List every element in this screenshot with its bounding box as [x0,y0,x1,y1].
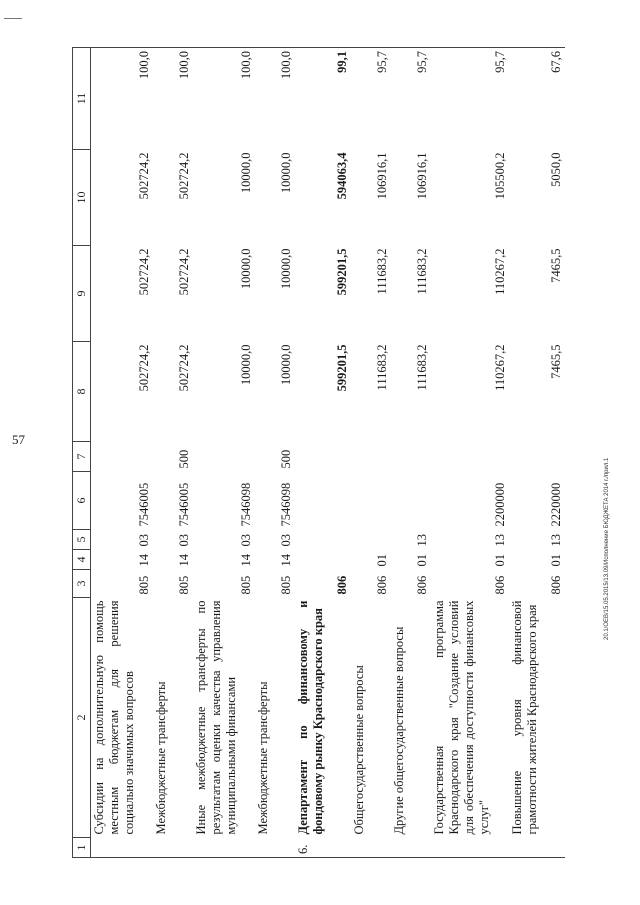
table-row [351,48,391,858]
adjusted-amount-cell: 7465,5 [548,248,563,283]
row-name-cell: Департамент по финансовому и фондовому рынку Краснодарского края [295,600,325,835]
header-cell: 11 [73,48,91,150]
row-number-cell [351,838,391,858]
table-row [509,48,565,858]
subsection-code-cell: 13 [492,534,507,547]
target-article-cell: 7546098 [238,482,253,527]
admin-code-cell: 805 [136,575,151,595]
subsection-code-cell [351,530,391,550]
header-cell: 8 [73,342,91,442]
subsection-code-cell: 13 [414,534,429,547]
row-number-cell [91,838,153,858]
section-code-cell: 01 [414,554,429,567]
admin-code-cell: 805 [278,575,293,595]
executed-amount-cell: 105500,2 [492,152,507,200]
target-article-cell [295,472,351,530]
table-row [391,48,431,858]
approved-amount-cell: 502724,2 [136,344,151,392]
execution-percent-cell: 100,0 [255,48,295,150]
executed-amount-cell: 106916,1 [374,152,389,200]
table-row [91,48,153,858]
subsection-code-cell: 13 [548,534,563,547]
subsection-code-cell: 03 [278,534,293,547]
adjusted-amount-cell: 502724,2 [176,248,191,296]
header-cell: 5 [73,530,91,550]
admin-code-cell: 805 [176,575,191,595]
adjusted-amount-cell: 111683,2 [374,248,389,295]
table-row [431,48,509,858]
budget-table [72,47,565,858]
expense-type-cell [295,442,351,472]
row-number-cell [509,838,565,858]
approved-amount-cell: 599201,5 [334,344,349,392]
header-cell: 9 [73,246,91,342]
adjusted-amount-cell: 10000,0 [238,248,253,290]
subsection-code-cell: 03 [238,534,253,547]
executed-amount-cell: 10000,0 [278,152,293,194]
approved-amount-cell: 502724,2 [176,344,191,392]
table-canvas [72,48,617,858]
section-code-cell: 14 [238,554,253,567]
target-article-cell: 7546098 [278,482,293,527]
expense-type-cell: 500 [278,449,293,469]
row-name-cell: Иные межбюджетные трансферты по результатам оценки качества управления муниципальными финансами [193,600,238,835]
expense-type-cell [351,442,391,472]
expense-type-cell [431,442,509,472]
adjusted-amount-cell: 10000,0 [278,248,293,290]
header-cell: 4 [73,550,91,570]
executed-amount-cell: 106916,1 [414,152,429,200]
section-code-cell [295,550,351,570]
table-row [255,48,295,858]
approved-amount-cell: 110267,2 [492,344,507,391]
target-article-cell [351,472,391,530]
header-cell: 10 [73,150,91,246]
executed-amount-cell: 502724,2 [176,152,191,200]
subsection-code-cell [295,530,351,550]
executed-amount-cell: 5050,0 [548,152,563,187]
executed-amount-cell: 502724,2 [136,152,151,200]
expense-type-cell [193,442,255,472]
section-code-cell: 01 [374,554,389,567]
section-code-cell: 14 [176,554,191,567]
row-name-cell: Межбюджетные трансферты [153,681,168,835]
execution-percent-cell: 100,0 [91,48,153,150]
section-code-cell: 01 [492,554,507,567]
row-number-cell [431,838,509,858]
expense-type-cell [91,442,153,472]
subsection-code-cell: 03 [136,534,151,547]
adjusted-amount-cell: 599201,5 [334,248,349,296]
header-row [73,48,91,858]
adjusted-amount-cell: 502724,2 [136,248,151,296]
target-article-cell [391,472,431,530]
admin-code-cell: 806 [334,575,349,595]
row-number-cell [193,838,255,858]
table-row [153,48,193,858]
header-cell: 6 [73,472,91,530]
header-cell: 1 [73,838,91,858]
row-number-cell: 6. [295,838,351,858]
expense-type-cell [391,442,431,472]
row-number-cell [391,838,431,858]
page-number: 57 [12,432,25,447]
row-name-cell: Общегосударственные вопросы [351,665,366,835]
executed-amount-cell: 594063,4 [334,152,349,200]
admin-code-cell: 805 [238,575,253,595]
footer-file-note: 20.1/ОЕВ/15.05.2015/13.09/Исполнение БЮДЖЕТА 2014 г./прил.1 [604,457,610,640]
row-name-cell: Государственная программа Краснодарского края "Создание условий для обеспечения доступности финансовых услуг" [431,600,491,835]
row-name-cell: Субсидии на дополнительную помощь местным бюджетам для решения социально значимых вопросов [92,600,136,835]
section-code-cell: 14 [278,554,293,567]
target-article-cell: 7546005 [136,482,151,527]
execution-percent-cell: 95,7 [431,48,509,150]
table-row [295,48,351,858]
admin-code-cell: 806 [492,575,507,595]
rotated-table-area [72,48,617,858]
header-cell: 3 [73,570,91,598]
approved-amount-cell: 10000,0 [238,344,253,386]
admin-code-cell: 806 [414,575,429,595]
admin-code-cell: 806 [548,575,563,595]
executed-amount-cell: 10000,0 [238,152,253,194]
approved-amount-cell: 10000,0 [278,344,293,386]
execution-percent-cell: 100,0 [193,48,255,150]
expense-type-cell: 500 [176,449,191,469]
row-name-cell: Повышение уровня финансовой грамотности жителей Краснодарского края [509,600,539,835]
execution-percent-cell: 99,1 [295,48,351,150]
subsection-code-cell: 03 [176,534,191,547]
expense-type-cell [509,442,565,472]
execution-percent-cell: 100,0 [153,48,193,150]
table-row [193,48,255,858]
row-number-cell [153,838,193,858]
approved-amount-cell: 111683,2 [374,344,389,391]
section-code-cell: 14 [136,554,151,567]
target-article-cell: 2200000 [492,482,507,527]
approved-amount-cell: 111683,2 [414,344,429,391]
section-code-cell: 01 [548,554,563,567]
header-cell: 2 [73,598,91,838]
execution-percent-cell: 95,7 [391,48,431,150]
header-cell: 7 [73,442,91,472]
adjusted-amount-cell: 111683,2 [414,248,429,295]
admin-code-cell: 806 [374,575,389,595]
row-name-cell: Межбюджетные трансферты [255,681,270,835]
row-name-cell: Другие общегосударственные вопросы [391,626,406,835]
execution-percent-cell: 67,6 [509,48,565,150]
approved-amount-cell: 7465,5 [548,344,563,379]
execution-percent-cell: 95,7 [351,48,391,150]
target-article-cell: 7546005 [176,482,191,527]
adjusted-amount-cell: 110267,2 [492,248,507,295]
target-article-cell: 2220000 [548,482,563,527]
margin-mark [4,18,22,19]
row-number-cell [255,838,295,858]
